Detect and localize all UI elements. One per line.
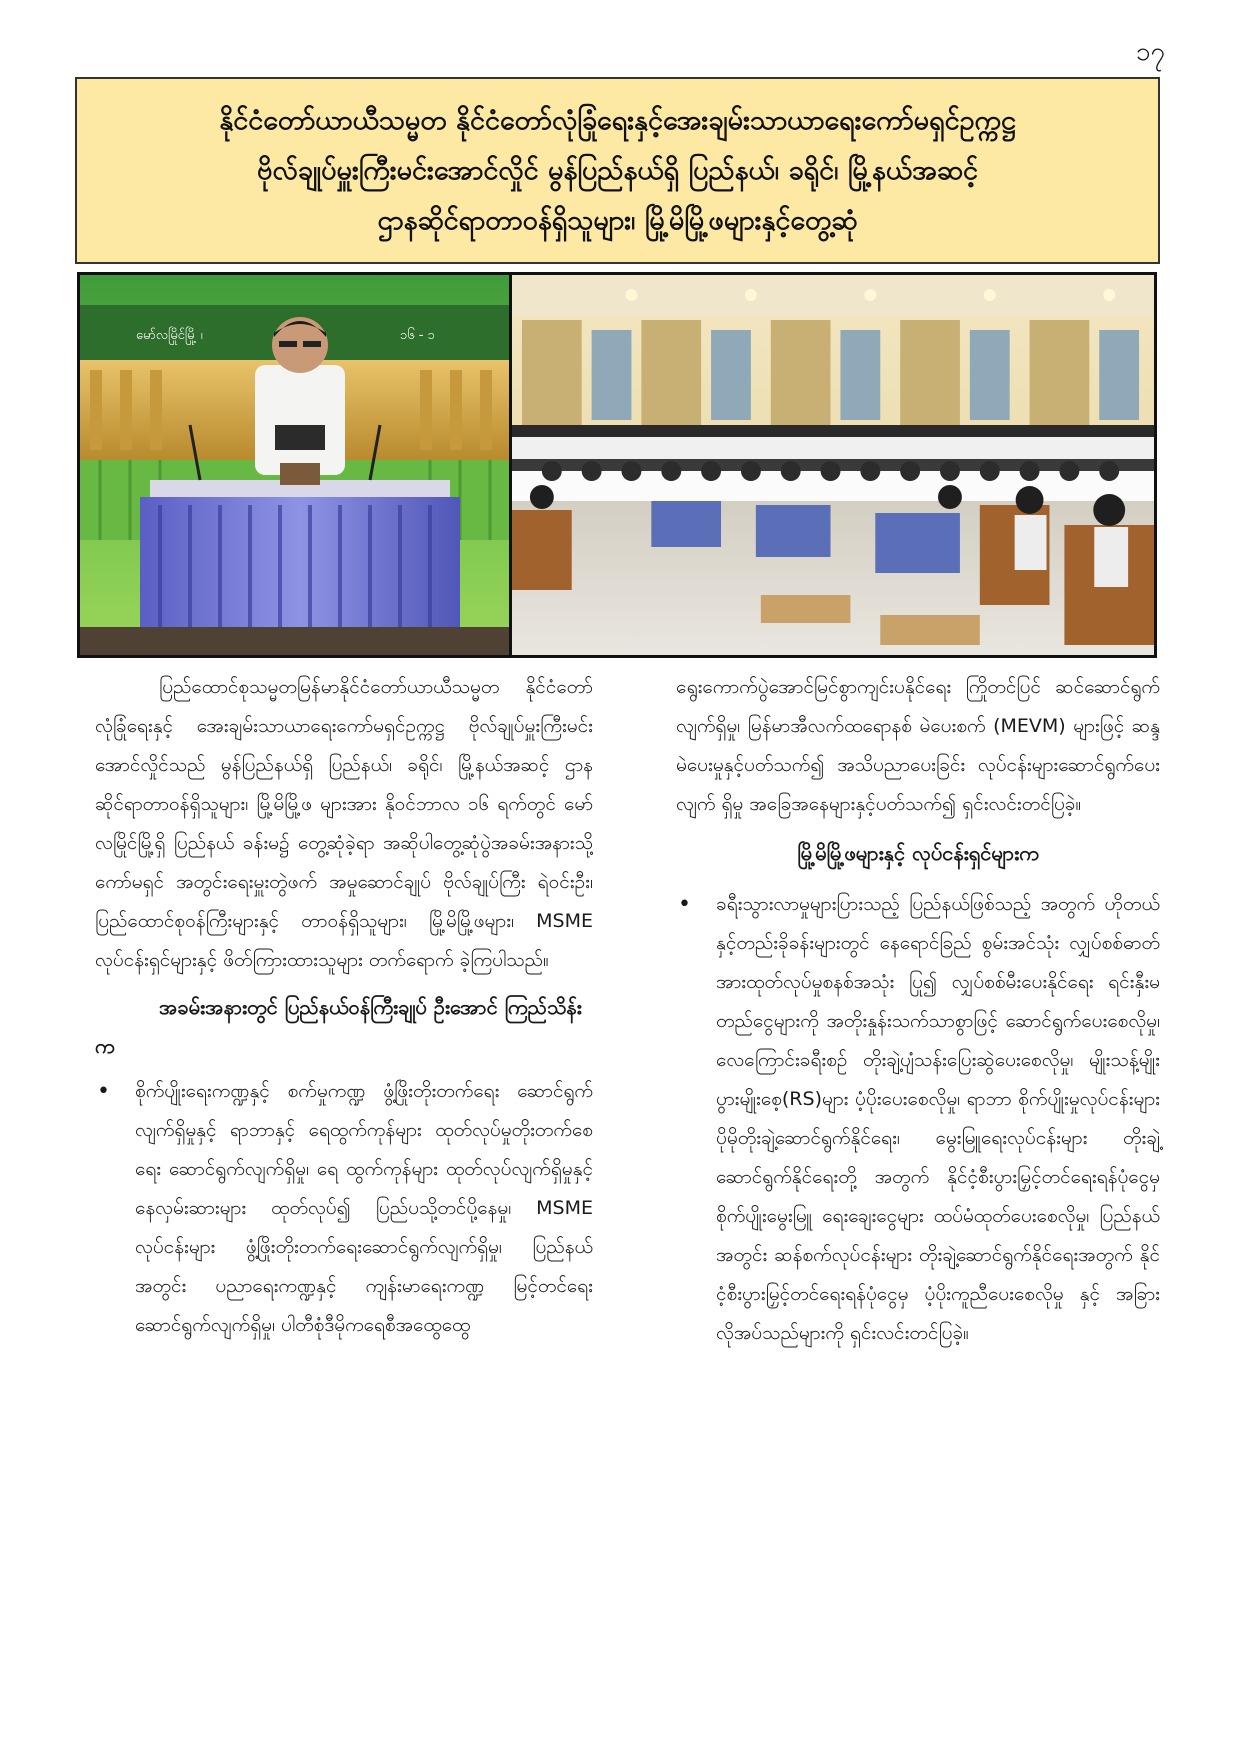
section-subhead: မြို့မိမြို့ဖများနှင့် လုပ်ငန်းရှင်များက — [797, 841, 1039, 865]
text-line: အတိုးနှုန်းသက်သာစွာဖြင့် ဆောင်ရွက်ပေးစေလိုမှု၊ — [826, 1010, 1160, 1032]
headline-line: ဗိုလ်ချုပ်မှူးကြီးမင်းအောင်လှိုင် မွန်ပြည်နယ်ရှိ ပြည်နယ်၊ ခရိုင်၊ မြို့နယ်အဆင့် — [257, 154, 978, 186]
text-line: ရေးချေးငွေများ ထပ်မံထုတ်ပေးစေလိုမှု၊ ပြည်နယ်အတွင်း — [716, 1205, 1161, 1266]
bullet-item — [95, 1072, 593, 1345]
text-line: ခဲ့ကြပါသည်။ — [459, 949, 549, 971]
text-line: ဆောင်ရွက်လျက်ရှိမှု၊ ပါတီစုံဒီမိုကရေစီအထွေထွေ — [135, 1314, 471, 1336]
audience-photo — [512, 275, 1154, 655]
text-line: ဗိုလ်ချုပ်မှူးကြီးမင်းအောင်လှိုင်သည် မွန်ပြည်နယ်ရှိ ပြည်နယ်၊ — [95, 715, 594, 776]
text-line: စွမ်းအင်သုံး လျှပ်စစ်ဓာတ်အားထုတ်လုပ်မှုစနစ်အသုံး — [716, 932, 1160, 993]
intro-paragraph — [95, 668, 593, 980]
section-subhead — [95, 988, 593, 1066]
audience-photo-graphic — [512, 275, 1154, 655]
photo-frame — [77, 272, 1157, 658]
text-line: ပညာရေးကဏ္ဍနှင့် ကျန်းမာရေးကဏ္ဍ မြင့်တင်ရေး — [215, 1275, 593, 1297]
text-line: ခရီးသွားလာမှုများပြားသည့် ပြည်နယ်ဖြစ်သည့် — [716, 893, 1032, 915]
text-line: စိုက်ပျိုးမှုလုပ်ငန်းများ ပိုမိုတိုးချဲ့ဆောင်ရွက်နိုင်ရေး၊ — [716, 1088, 1160, 1149]
bullet-icon: • — [97, 1079, 110, 1104]
text-line: နိုင်ငံ့စီးပွားမြှင့်တင်ရေးရန်ပုံငွေမှ ပံ့ပိုးကူညီပေးစေလိုမှု — [716, 1244, 1160, 1305]
text-line: အတွက် နိုင်ငံ့စီးပွားမြှင့်တင်ရေးရန်ပုံငွေမှ စိုက်ပျိုးမွေးမြူ — [716, 1166, 1160, 1227]
page-number: ၁၇ — [1135, 37, 1165, 67]
text-line: များအား နိုဝင်ဘာလ ၁၆ ရက်တွင် မော်လမြိုင်မြို့ရှိ ပြည်နယ် — [95, 793, 594, 854]
speaker-photo — [80, 275, 512, 655]
text-line: အတွက် ဟိုတယ်နှင့်တည်းခိုခန်းများတွင် နေရောင်ခြည် — [716, 893, 1160, 954]
headline-line: နိုင်ငံတော်ယာယီသမ္မတ နိုင်ငံတော်လုံခြုံရေးနှင့်အေးချမ်းသာယာရေးကော်မရှင်ဥက္ကဋ္ဌ — [219, 104, 1016, 136]
text-line: ပြည်ထောင်စုဝန်ကြီးများနှင့် တာဝန်ရှိသူများ၊ မြို့မိမြို့ဖများ၊ — [95, 910, 515, 932]
text-line: နှင့် အခြားလိုအပ်သည်များကို ရှင်းလင်းတင်ပြခဲ့။ — [716, 1283, 1160, 1344]
text-line: နိုင်ငံတော်လုံခြုံရေးနှင့် အေးချမ်းသာယာရေးကော်မရှင်ဥက္ကဋ္ဌ — [95, 676, 593, 737]
text-line: ထုတ်လုပ်မှုတိုးတက်စေရေး ဆောင်ရွက်လျက်ရှိမှု၊ ရေ — [135, 1119, 593, 1180]
text-line: ခရိုင်၊ မြို့နယ်အဆင့် ဌာနဆိုင်ရာတာဝန်ရှိသူများ၊ မြို့မိမြို့ဖ — [95, 754, 593, 815]
headline-line: ဌာနဆိုင်ရာတာဝန်ရှိသူများ၊ မြို့မိမြို့ဖများနှင့်တွေ့ဆုံ — [377, 204, 858, 236]
text-line: MSME လုပ်ငန်းရှင်များနှင့် ဖိတ်ကြားထားသူများ တက်ရောက် — [95, 910, 594, 971]
text-line: ရှိမှု အခြေအနေများနှင့်ပတ်သက်၍ ရှင်းလင်းတင်ပြခဲ့။ — [721, 793, 1082, 815]
text-line: မွေးမြူရေးလုပ်ငန်းများ တိုးချဲ့ဆောင်ရွက်နိုင်ရေးတို့ — [716, 1127, 1160, 1188]
headline-box — [75, 77, 1160, 264]
left-column — [95, 668, 593, 1345]
text-line: ပြု၍ လျှပ်စစ်မီးပေးနိုင်ရေး ရင်းနှီးမတည်ငွေများကို — [716, 971, 1160, 1032]
bullet-icon: • — [678, 892, 691, 917]
banner-date: ၁၆ - ၁ — [400, 328, 435, 343]
text-line: အသိပညာပေးခြင်း လုပ်ငန်းများဆောင်ရွက်ပေးလျက် — [676, 754, 1160, 815]
text-line: မျိုးသန့်မျိုးပွားမျိုးစေ့(RS)များ ပံ့ပိုးပေးစေလိုမှု၊ ရာဘာ — [716, 1049, 1160, 1110]
bullet-item — [676, 885, 1160, 1353]
text-line: စိုက်ပျိုးရေးကဏ္ဍနှင့် စက်မှုကဏ္ဍ ဖွံ့ဖြိုးတိုးတက်ရေး — [135, 1080, 500, 1102]
banner-text: မော်လမြိုင်မြို့ ၊ — [136, 328, 203, 343]
text-line: ကြည်သိန်းက — [95, 995, 582, 1058]
text-line: ထွက်ကုန်များ ထုတ်လုပ်လျက်ရှိမှုနှင့် နေလှမ်းဆားများ — [135, 1158, 593, 1219]
text-line: ပြည်ထောင်စုသမ္မတမြန်မာနိုင်ငံတော်ယာယီသမ္မတ — [159, 676, 500, 698]
text-line: အခမ်းအနားတွင် ပြည်နယ်ဝန်ကြီးချုပ် ဦးအောင် — [159, 995, 498, 1019]
continuation-paragraph — [676, 668, 1160, 824]
text-line: ထုတ်လုပ်၍ ပြည်ပသို့တင်ပို့နေမှု၊ MSME လုပ်ငန်းများ — [135, 1197, 593, 1258]
text-line: အတွင်းရေးမှူးတွဲဖက် အမှုဆောင်ချုပ် ဗိုလ်ချုပ်ကြီး ရဲဝင်းဦး၊ — [176, 871, 593, 893]
text-line: ဆောင်ရွက်လျက်ရှိမှုနှင့် ရာဘာနှင့် ရေထွက်ကုန်များ — [135, 1080, 593, 1141]
text-line: လေကြောင်းခရီးစဉ် တိုးချဲ့ပျံသန်းပြေးဆွဲပေးစေလိုမှု၊ — [716, 1049, 1074, 1071]
text-line: ခန်းမ၌ တွေ့ဆုံခဲ့ရာ အဆိုပါတွေ့ဆုံပွဲအခမ်းအနားသို့ ကော်မရှင် — [95, 832, 593, 893]
text-line: ဖွံ့ဖြိုးတိုးတက်ရေးဆောင်ရွက်လျက်ရှိမှု၊ ပြည်နယ်အတွင်း — [135, 1236, 593, 1297]
text-line: မဲပေးစက် (MEVM) များဖြင့် ဆန္ဒမဲပေးမှုနှင့်ပတ်သက်၍ — [676, 715, 1160, 776]
text-line: ရွေးကောက်ပွဲအောင်မြင်စွာကျင်းပနိုင်ရေး ကြိုတင်ပြင် — [676, 676, 1041, 698]
text-line: ဆင်ဆောင်ရွက်လျက်ရှိမှု၊ မြန်မာအီလက်ထရောနစ် — [676, 676, 1161, 737]
text-line: ဆန်စက်လုပ်ငန်းများ တိုးချဲ့ဆောင်ရွက်နိုင်ရေးအတွက် — [774, 1244, 1133, 1266]
right-column — [676, 668, 1160, 1353]
